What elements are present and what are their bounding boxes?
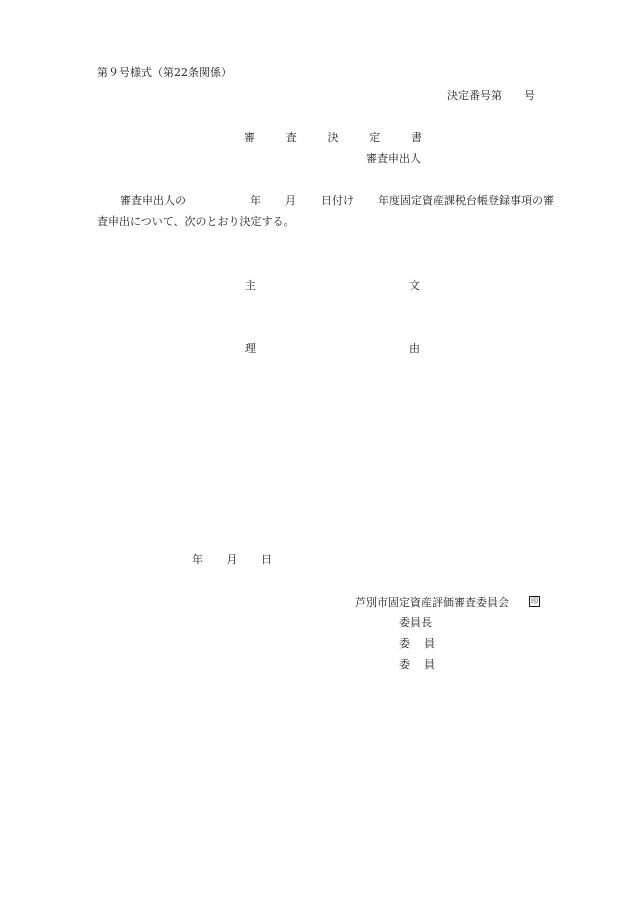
member-char: 員	[424, 637, 435, 650]
date-day-label: 日	[261, 553, 272, 566]
heading-reason-char: 理	[245, 342, 256, 355]
form-number: 第９号様式（第22条関係）	[97, 66, 232, 79]
date-month-label: 月	[226, 553, 238, 566]
body-line-1	[120, 195, 566, 206]
title-char: 査	[285, 131, 297, 144]
heading-reason-char: 由	[409, 342, 420, 355]
committee-name: 芦別市固定資産評価審査委員会	[355, 596, 509, 609]
document-title	[244, 132, 422, 143]
body-applicant-text: 審査申出人の	[120, 194, 186, 207]
date-line	[192, 554, 272, 565]
title-char: 審	[244, 131, 255, 144]
member-char: 員	[424, 658, 435, 671]
date-year-label: 年	[192, 553, 203, 566]
heading-reason	[245, 343, 420, 354]
title-char: 決	[327, 131, 339, 144]
applicant-label: 審査申出人	[366, 152, 421, 165]
heading-main-text	[245, 280, 420, 291]
member-char: 委	[399, 637, 410, 650]
decision-number: 決定番号第 号	[447, 89, 535, 102]
body-month-label: 月	[285, 194, 296, 207]
heading-main-char: 文	[409, 279, 420, 292]
body-day-suffix: 日付け	[321, 194, 354, 207]
member-char: 委	[399, 658, 410, 671]
member-label	[399, 638, 435, 649]
body-line-2: 査申出について、次のとおり決定する。	[97, 215, 295, 228]
title-char: 書	[411, 131, 422, 144]
chairperson-label: 委員長	[399, 616, 432, 629]
seal-icon: 印	[531, 597, 538, 605]
member-label	[399, 659, 435, 670]
body-year-label: 年	[250, 194, 261, 207]
heading-main-char: 主	[245, 279, 256, 292]
body-fiscal-text: 年度固定資産課税台帳登録事項の審	[378, 194, 554, 207]
title-char: 定	[369, 131, 381, 144]
